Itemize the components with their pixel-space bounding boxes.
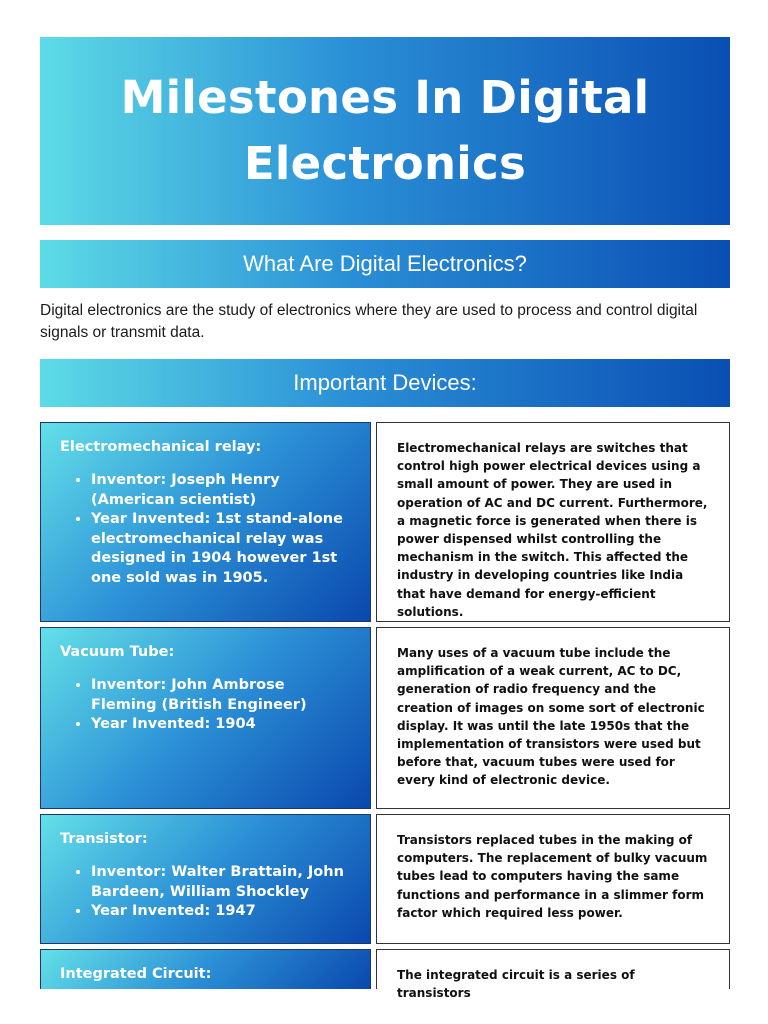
device-description-integrated-circuit bbox=[376, 949, 730, 1001]
device-year: • Year Invented: 1904 bbox=[91, 715, 352, 735]
device-description: Transistors replaced tubes in the making of computers. The replacement of bulky vacuum tubes lead to computers having the same functions and performance in a slimmer form factor which required less power. bbox=[397, 833, 708, 920]
page-title: Milestones In Digital Electronics bbox=[120, 71, 650, 190]
device-facts bbox=[60, 471, 352, 588]
device-card-integrated-circuit bbox=[40, 949, 371, 989]
device-inventor: • Inventor: Walter Brattain, John Bardeen, William Shockley bbox=[91, 863, 352, 902]
device-inventor: • Inventor: John Ambrose Fleming (British Engineer) bbox=[91, 676, 352, 715]
device-facts bbox=[60, 863, 352, 922]
device-description: Electromechanical relays are switches that control high power electrical devices using a small amount of power. They are used in operation of AC and DC current. Furthermore, a magnetic force is generated when there is power dispensed whilst controlling the mechanism in the switch. This affected the industry in developing countries like India that have demand for energy-efficient solutions. bbox=[397, 441, 708, 619]
device-name: Integrated Circuit: bbox=[60, 966, 212, 982]
device-inventor: • Inventor: Joseph Henry (American scientist) bbox=[91, 471, 352, 510]
device-year: • Year Invented: 1st stand-alone electromechanical relay was designed in 1904 however 1st one sold was in 1905. bbox=[91, 510, 352, 588]
section-heading-devices: Important Devices: bbox=[40, 359, 730, 407]
device-card-transistor bbox=[40, 814, 371, 944]
device-description: Many uses of a vacuum tube include the amplification of a weak current, AC to DC, generation of radio frequency and the creation of images on some sort of electronic display. It was until the late 1950s that the implementation of transistors were used but before that, vacuum tubes were used for every kind of electronic device. bbox=[397, 646, 705, 788]
section-heading-what: What Are Digital Electronics? bbox=[40, 240, 730, 288]
device-description-relay bbox=[376, 422, 730, 622]
title-banner bbox=[40, 37, 730, 225]
intro-paragraph: Digital electronics are the study of electronics where they are used to process and control digital signals or transmit data. bbox=[40, 302, 698, 341]
device-name: Electromechanical relay: bbox=[60, 439, 262, 455]
device-description-transistor bbox=[376, 814, 730, 944]
device-description: The integrated circuit is a series of transistors bbox=[397, 968, 635, 1001]
device-name: Vacuum Tube: bbox=[60, 644, 175, 660]
device-year: • Year Invented: 1947 bbox=[91, 902, 352, 922]
device-card-vacuum-tube bbox=[40, 627, 371, 809]
device-facts bbox=[60, 676, 352, 735]
device-name: Transistor: bbox=[60, 831, 148, 847]
device-description-vacuum-tube bbox=[376, 627, 730, 809]
device-card-relay bbox=[40, 422, 371, 622]
